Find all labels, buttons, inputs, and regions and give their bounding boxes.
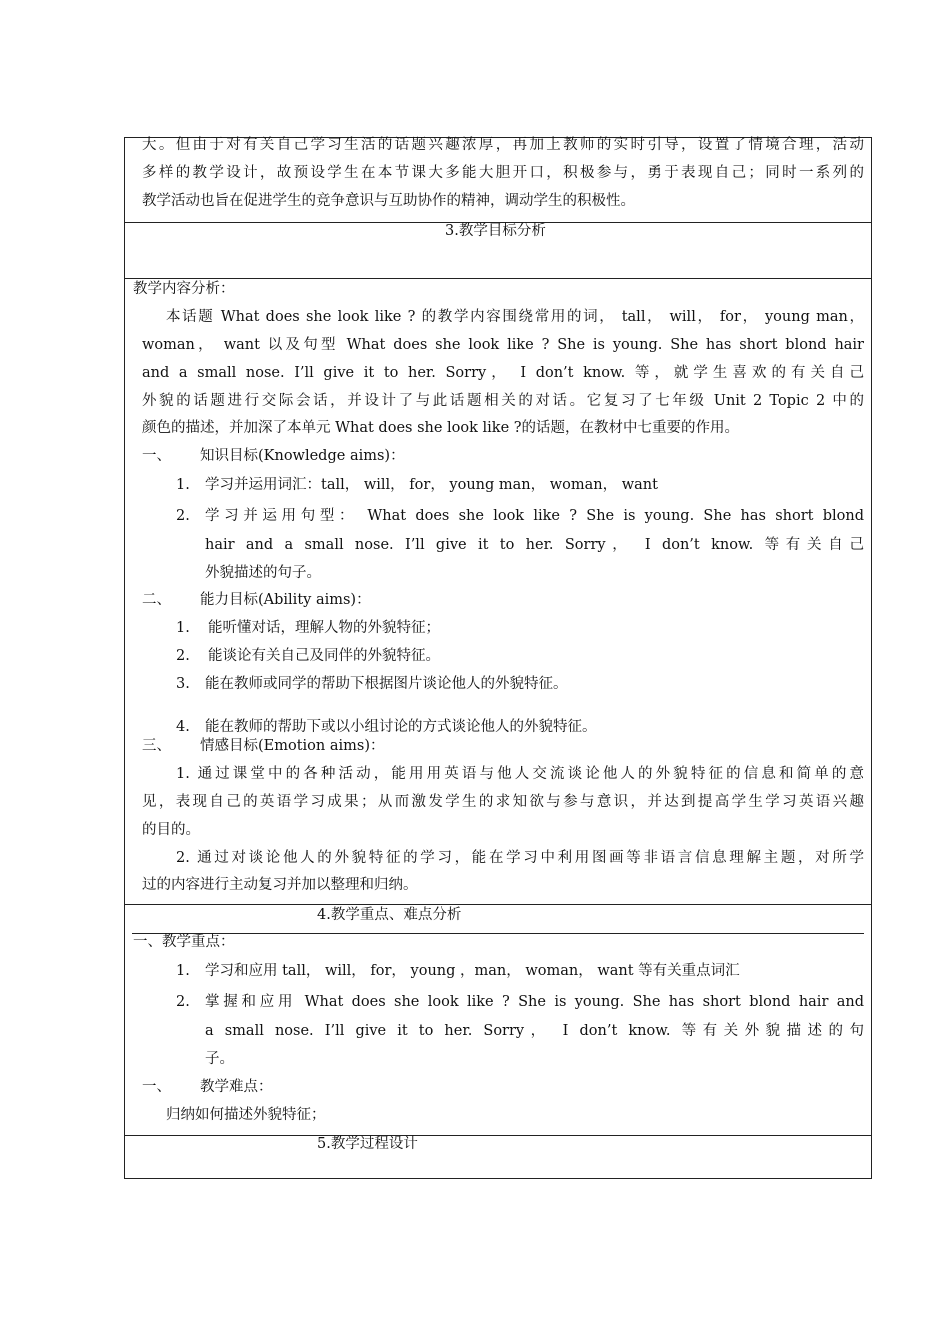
intro-line: 教学活动也旨在促进学生的竞争意识与互助协作的精神，调动学生的积极性。 [142, 193, 635, 209]
list-item: 学习和应用 tall， will， for， young ，man， woman， want 等有关重点词汇 [205, 963, 740, 979]
list-number: 2. [176, 994, 190, 1010]
table-divider [124, 904, 872, 905]
content-line: 本话题 What does she look like ? 的教学内容围绕常用的词， tall， will， for， young man， [166, 309, 864, 325]
list-item: 能在教师的帮助下或以小组讨论的方式谈论他人的外貌特征。 [205, 719, 597, 735]
section-title: 3.教学目标分析 [445, 223, 546, 239]
difficulty-text: 归纳如何描述外貌特征； [166, 1107, 326, 1123]
list-number: 3. [176, 676, 190, 692]
list-item-line: 外貌描述的句子。 [205, 565, 321, 581]
emotion-line: 1. 通过课堂中的各种活动，能用用英语与他人交流谈论他人的外貌特征的信息和简单的意 [176, 766, 864, 782]
table-divider [124, 278, 872, 279]
list-item-line: 子。 [205, 1051, 234, 1067]
list-marker: 三、 [142, 738, 171, 754]
list-number: 1. [176, 477, 190, 493]
aim-heading: 情感目标(Emotion aims)： [200, 738, 385, 754]
list-item-line: 学习并运用句型： What does she look like ? She is young. She has short blond [205, 508, 864, 524]
content-line: 外貌的话题进行交际会话，并设计了与此话题相关的对话。它复习了七年级 Unit 2 Topic 2 中的 [142, 393, 864, 409]
list-item: 能谈论有关自己及同伴的外貌特征。 [208, 648, 440, 664]
intro-line: 大。但由于对有关自己学习生活的话题兴趣浓厚，再加上教师的实时引导，设置了情境合理，活动 [142, 137, 864, 153]
list-marker: 一、 [142, 1079, 171, 1095]
list-item: 能听懂对话，理解人物的外貌特征； [208, 620, 440, 636]
aim-heading: 能力目标(Ability aims)： [200, 592, 371, 608]
list-number: 1. [176, 963, 190, 979]
list-item: 能在教师或同学的帮助下根据图片谈论他人的外貌特征。 [205, 676, 568, 692]
list-number: 1. [176, 620, 190, 636]
content-label: 教学内容分析： [133, 281, 235, 297]
difficulty-heading: 教学难点： [200, 1079, 273, 1095]
key-points-label: 一、教学重点： [133, 934, 235, 950]
content-line: and a small nose. I’ll give it to her. Sorry， I don’t know. 等，就学生喜欢的有关自己 [142, 365, 864, 381]
section-title: 5.教学过程设计 [317, 1136, 418, 1152]
aim-heading: 知识目标(Knowledge aims)： [200, 448, 405, 464]
list-marker: 二、 [142, 592, 171, 608]
intro-line: 多样的教学设计，故预设学生在本节课大多能大胆开口，积极参与，勇于表现自己；同时一系列的 [142, 165, 864, 181]
table-divider [124, 1135, 872, 1136]
underline-rule [132, 933, 864, 934]
emotion-line: 过的内容进行主动复习并加以整理和归纳。 [142, 877, 418, 893]
content-line: 颜色的描述，并加深了本单元 What does she look like ?的话题，在教材中七重要的作用。 [142, 420, 740, 436]
emotion-line: 的目的。 [142, 822, 200, 838]
list-marker: 一、 [142, 448, 171, 464]
list-item: 学习并运用词汇：tall， will， for， young man， woman， want [205, 477, 658, 493]
section-title: 4.教学重点、难点分析 [317, 907, 462, 923]
content-line: woman， want 以及句型 What does she look like ? She is young. She has short blond hair [142, 337, 864, 353]
list-item-line: a small nose. I’ll give it to her. Sorry， I don’t know. 等有关外貌描述的句 [205, 1023, 864, 1039]
list-item-line: hair and a small nose. I’ll give it to her. Sorry， I don’t know. 等有关自己 [205, 537, 864, 553]
list-item-line: 掌握和应用 What does she look like ? She is young. She has short blond hair and [205, 994, 864, 1010]
list-number: 2. [176, 508, 190, 524]
list-number: 4. [176, 719, 190, 735]
emotion-line: 2. 通过对谈论他人的外貌特征的学习，能在学习中利用图画等非语言信息理解主题，对所学 [176, 850, 864, 866]
emotion-line: 见，表现自己的英语学习成果；从而激发学生的求知欲与参与意识，并达到提高学生学习英语兴趣 [142, 794, 864, 810]
list-number: 2. [176, 648, 190, 664]
